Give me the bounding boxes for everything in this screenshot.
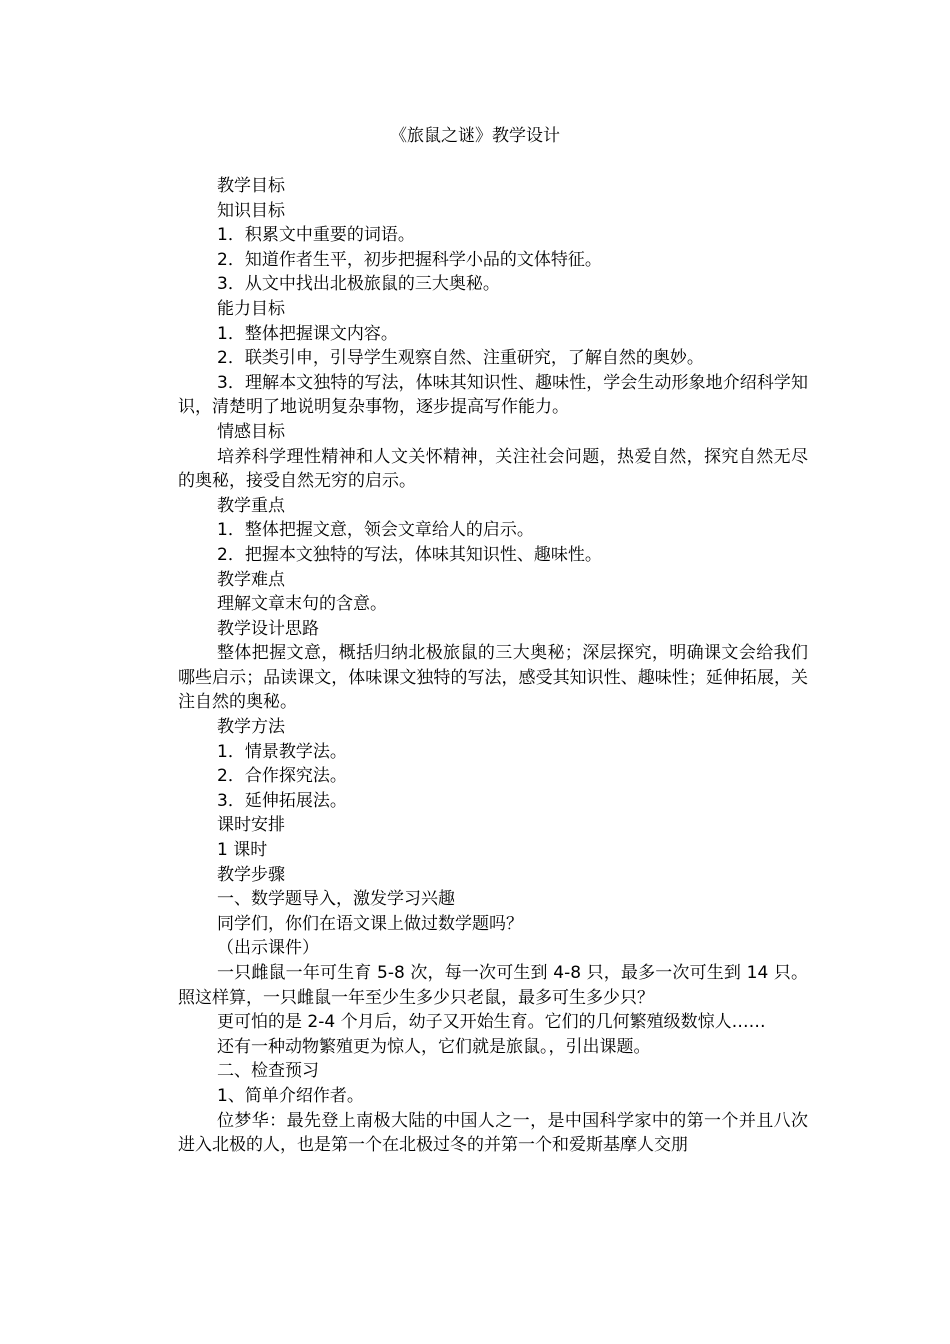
paragraph: 1．情景教学法。 (217, 741, 347, 762)
paragraph: 培养科学理性精神和人文关怀精神，关注社会问题，热爱自然，探究自然无尽的奥秘，接受自然无穷的启示。 (178, 446, 808, 492)
paragraph: 教学重点 (217, 495, 285, 516)
paragraph: 课时安排 (217, 815, 285, 836)
paragraph: 教学目标 (217, 176, 285, 196)
paragraph: 教学难点 (217, 569, 285, 590)
paragraph: 能力目标 (217, 298, 285, 319)
document-body (178, 174, 808, 1158)
paragraph: 情感目标 (217, 421, 285, 442)
paragraph: 3．从文中找出北极旅鼠的三大奥秘。 (217, 274, 500, 295)
paragraph: 2．知道作者生平，初步把握科学小品的文体特征。 (217, 249, 602, 270)
paragraph: 2．联类引申，引导学生观察自然、注重研究，了解自然的奥妙。 (217, 348, 704, 369)
paragraph: 二、检查预习 (217, 1061, 319, 1082)
paragraph: 1、简单介绍作者。 (217, 1085, 364, 1106)
paragraph: 一、数学题导入，激发学习兴趣 (217, 889, 455, 910)
paragraph: 1．整体把握文意，领会文章给人的启示。 (217, 520, 534, 541)
paragraph: 2．合作探究法。 (217, 766, 347, 787)
paragraph: 整体把握文意，概括归纳北极旅鼠的三大奥秘；深层探究，明确课文会给我们哪些启示；品读课文，体味课文独特的写法，感受其知识性、趣味性；延伸拓展，关注自然的奥秘。 (178, 643, 808, 713)
paragraph: 教学设计思路 (217, 618, 319, 639)
paragraph: 教学步骤 (217, 864, 285, 885)
paragraph: 知识目标 (217, 200, 285, 221)
paragraph: 同学们，你们在语文课上做过数学题吗？ (217, 913, 523, 934)
document-title: 《旅鼠之谜》教学设计 (390, 126, 560, 146)
paragraph: 3．理解本文独特的写法，体味其知识性、趣味性，学会生动形象地介绍科学知识，清楚明了地说明复杂事物，逐步提高写作能力。 (178, 372, 808, 418)
paragraph: 理解文章末句的含意。 (217, 594, 387, 615)
paragraph: 更可怕的是 2-4 个月后，幼子又开始生育。它们的几何繁殖级数惊人…… (217, 1012, 766, 1033)
paragraph: 教学方法 (217, 717, 285, 738)
paragraph: 还有一种动物繁殖更为惊人，它们就是旅鼠。，引出课题。 (217, 1036, 651, 1057)
paragraph: 一只雌鼠一年可生育 5-8 次，每一次可生到 4-8 只，最多一次可生到 14 只。照这样算，一只雌鼠一年至少生多少只老鼠，最多可生多少只？ (178, 963, 808, 1008)
paragraph: 1．积累文中重要的词语。 (217, 225, 415, 246)
paragraph: （出示课件） (217, 938, 319, 959)
paragraph: 位梦华：最先登上南极大陆的中国人之一，是中国科学家中的第一个并且八次进入北极的人，也是第一个在北极过冬的并第一个和爱斯基摩人交朋 (178, 1110, 808, 1156)
paragraph: 1 课时 (217, 840, 268, 861)
paragraph: 2．把握本文独特的写法，体味其知识性、趣味性。 (217, 544, 602, 565)
paragraph: 1．整体把握课文内容。 (217, 323, 398, 344)
paragraph: 3．延伸拓展法。 (217, 790, 347, 811)
